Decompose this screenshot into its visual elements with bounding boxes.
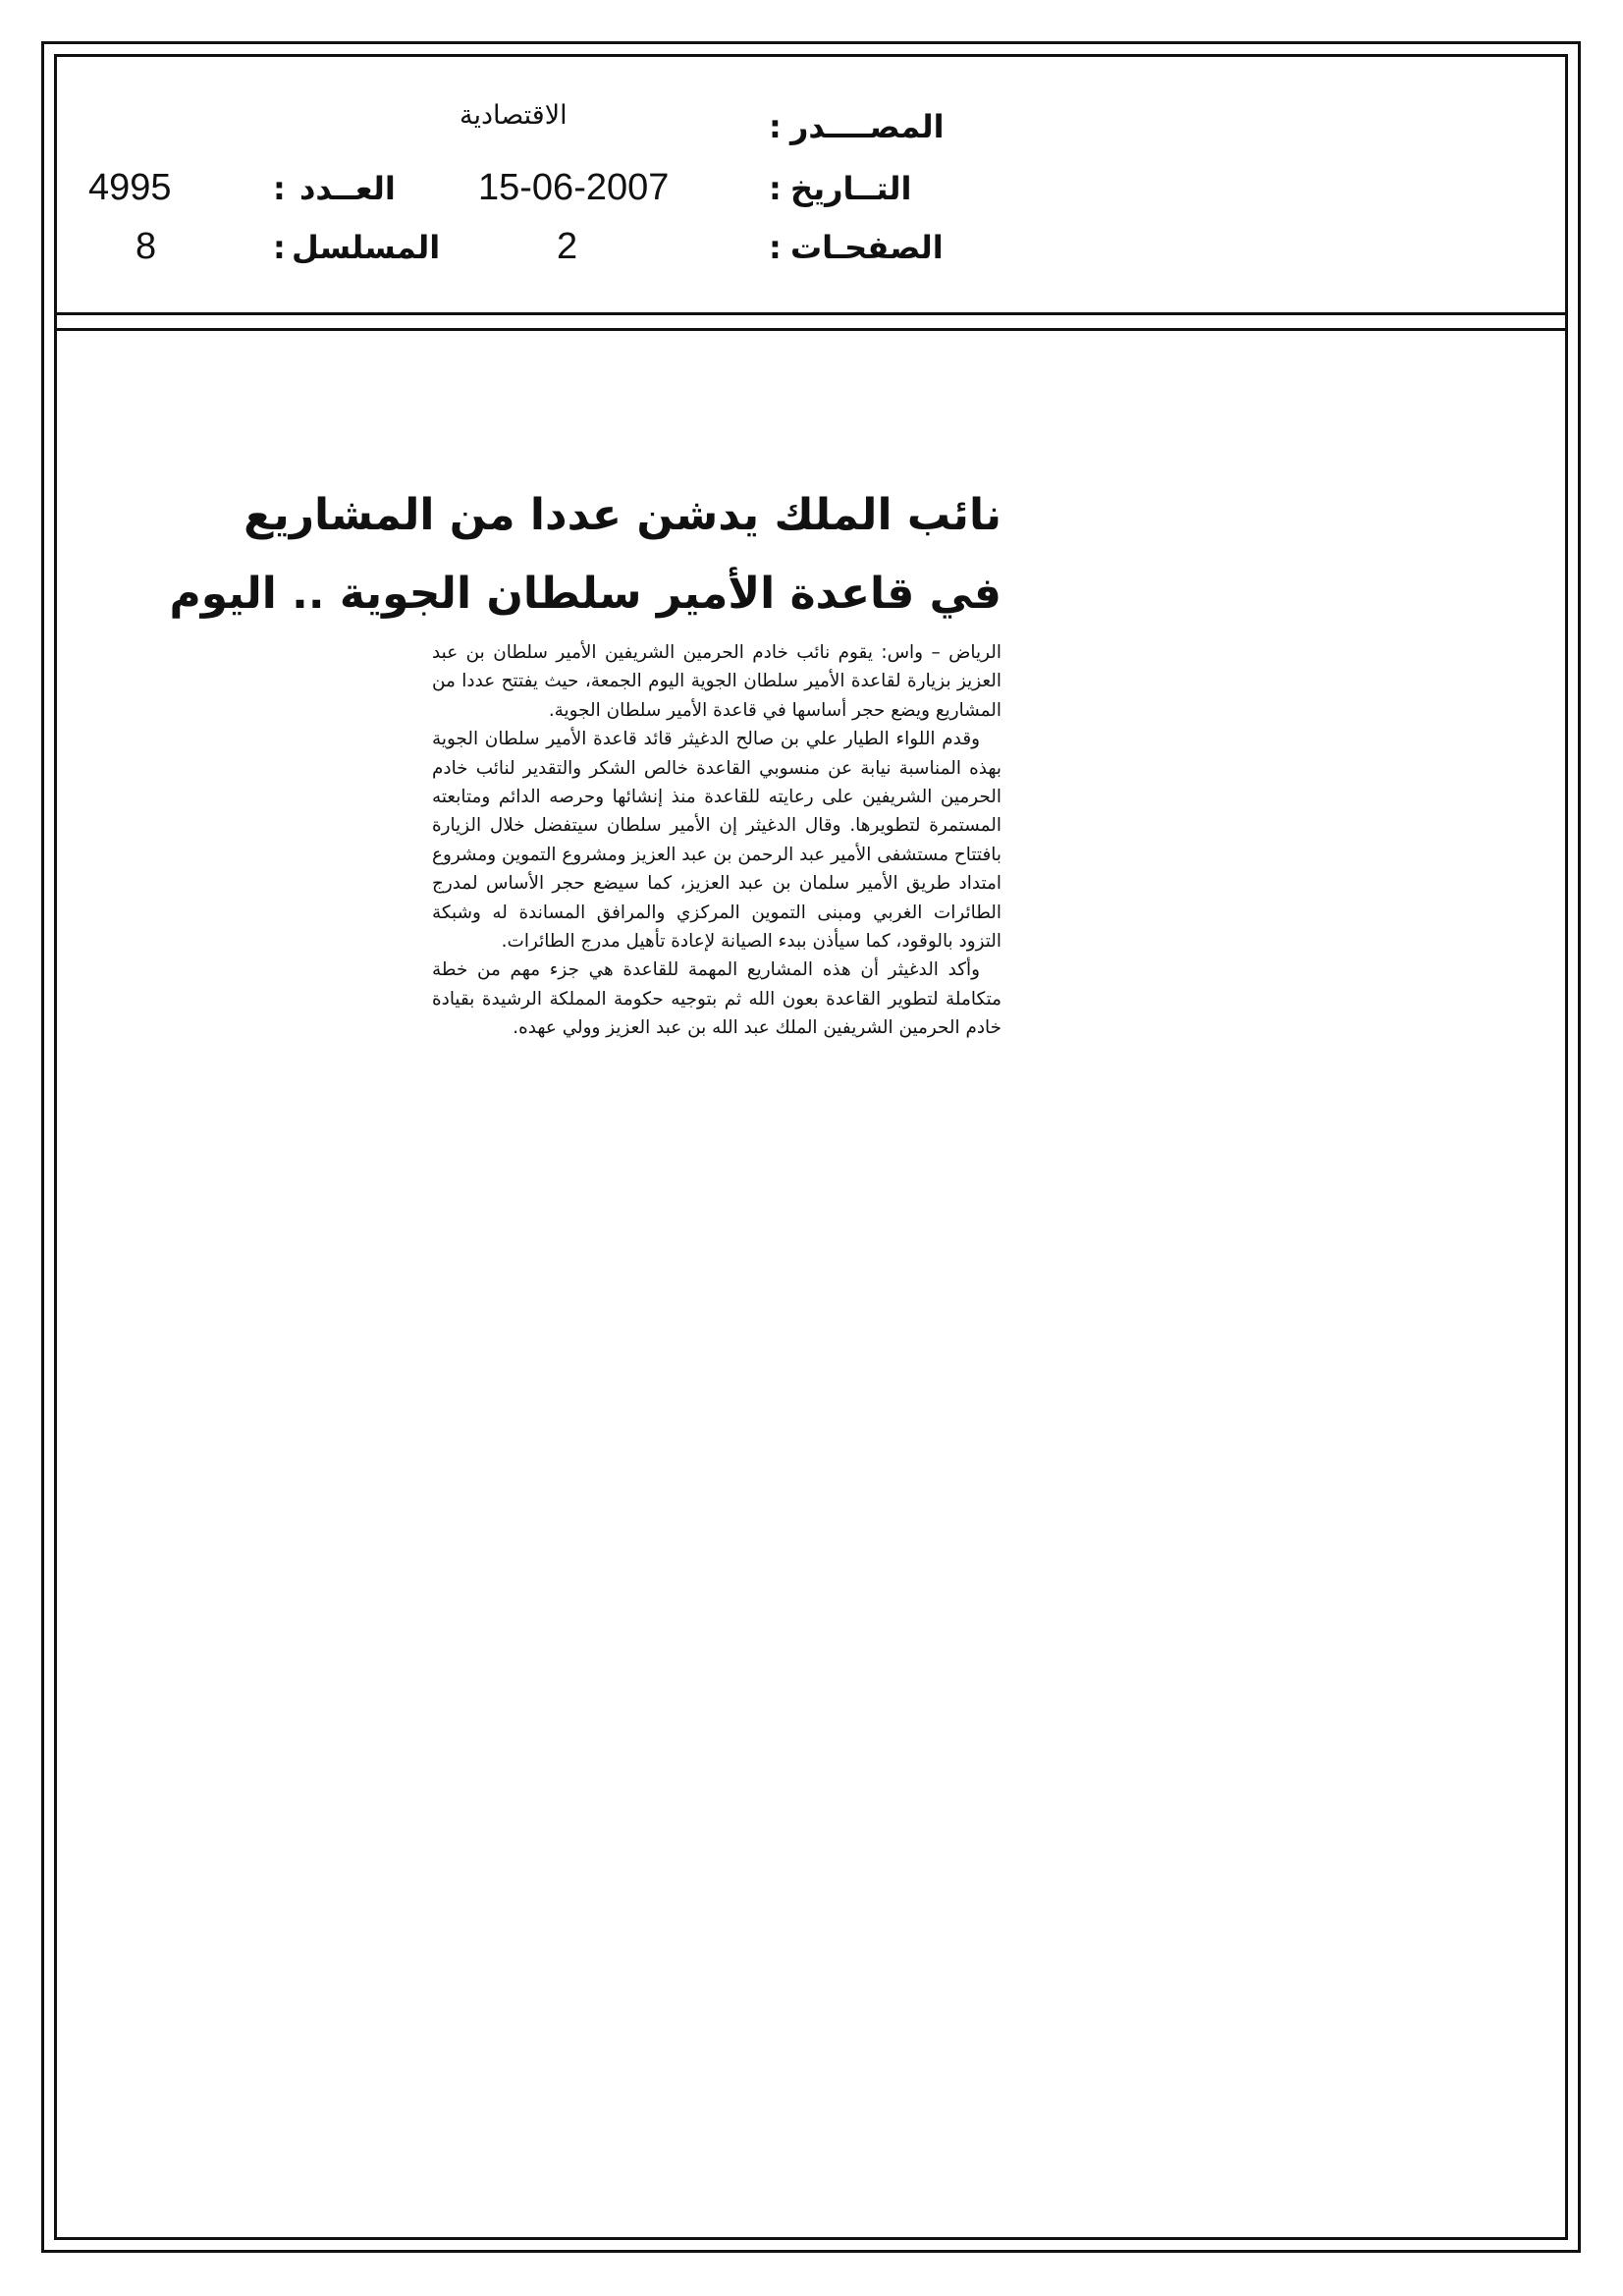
serial-value: 8 [135, 226, 157, 267]
inner-border [54, 54, 1568, 2240]
header-divider-top [54, 312, 1568, 315]
serial-label: المسلسل [292, 229, 441, 266]
pages-value: 2 [557, 226, 578, 267]
header-divider-bottom [54, 328, 1568, 331]
article-paragraph: وأكد الدغيثر أن هذه المشاريع المهمة للقاعدة هي جزء مهم من خطة متكاملة لتطوير القاعدة بعون الله ثم بتوجيه حكومة المملكة الرشيدة بقيادة خادم الحرمين الشريفين الملك عبد الله بن عبد العزيز وولي عهده. [432, 959, 1001, 1039]
pages-label: الصفحـات [790, 229, 944, 266]
article-body [432, 638, 1001, 1043]
issue-value: 4995 [88, 167, 172, 208]
article-headline-line2: في قاعدة الأمير سلطان الجوية .. اليوم [169, 569, 1001, 619]
date-value: 15-06-2007 [478, 167, 670, 208]
article-paragraph: وقدم اللواء الطيار علي بن صالح الدغيثر قائد قاعدة الأمير سلطان الجوية بهذه المناسبة نيابة عن منسوبي القاعدة خالص الشكر والتقدير لنائب خادم الحرمين الشريفين على رعايته للقاعدة منذ إنشائها وحرصه الدائم ومتابعته المستمرة لتطويرها. وقال الدغيثر إن الأمير سلطان سيتفضل خلال الزيارة بافتتاح مستشفى الأمير عبد الرحمن بن عبد العزيز ومشروع التموين ومشروع امتداد طريق الأمير سلمان بن عبد العزيز، كما سيضع حجر الأساس لمدرج الطائرات الغربي ومبنى التموين المركزي والمرافق المساندة له وشبكة التزود بالوقود، كما سيأذن ببدء الصيانة لإعادة تأهيل مدرج الطائرات. [432, 729, 1001, 953]
article-headline-line1: نائب الملك يدشن عددا من المشاريع [243, 490, 1001, 540]
date-label: التــاريخ [790, 170, 912, 207]
source-colon: : [769, 108, 782, 145]
pages-colon: : [769, 229, 782, 266]
serial-colon: : [273, 229, 286, 266]
article-clipping [169, 481, 1001, 1043]
article-paragraph: الرياض – واس: يقوم نائب خادم الحرمين الشريفين الأمير سلطان بن عبد العزيز بزيارة لقاعدة الأمير سلطان الجوية اليوم الجمعة، حيث يفتتح عددا من المشاريع ويضع حجر أساسها في قاعدة الأمير سلطان الجوية. [432, 642, 1001, 721]
date-colon: : [769, 170, 782, 207]
issue-colon: : [273, 170, 286, 207]
source-value: الاقتصادية [460, 100, 568, 131]
source-label: المصــــدر [790, 108, 945, 145]
issue-label: العــدد [299, 170, 396, 207]
